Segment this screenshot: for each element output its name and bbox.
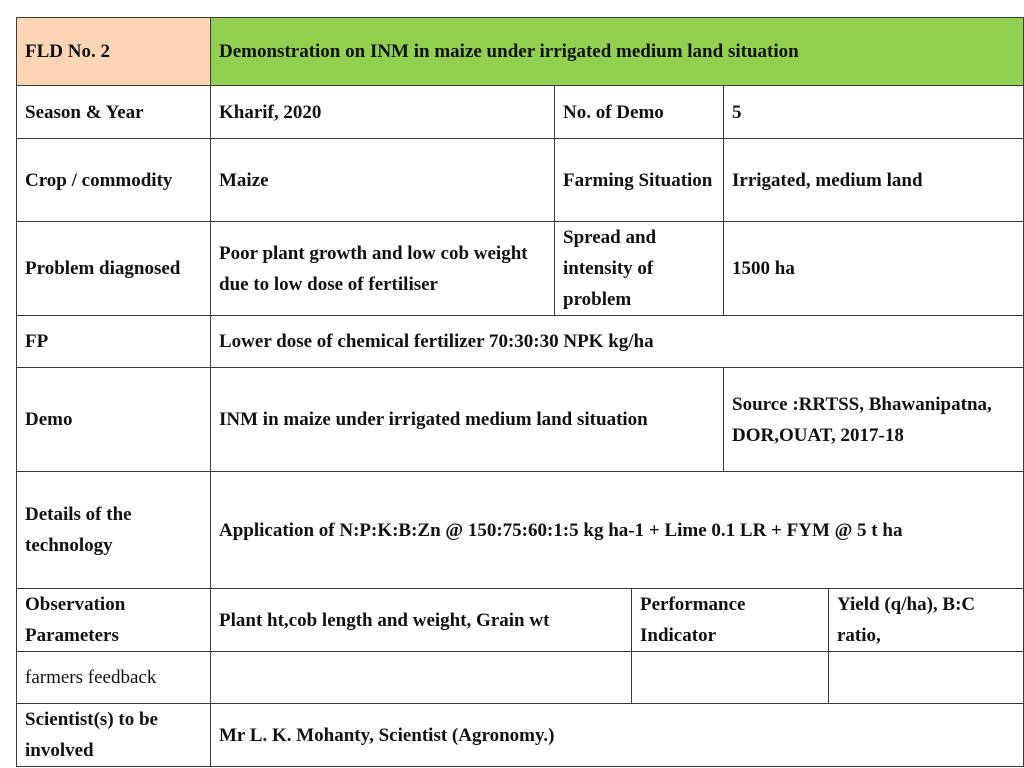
performance-indicator-label: Performance Indicator bbox=[640, 594, 746, 646]
farming-situation-label-cell bbox=[555, 139, 724, 222]
season-value-cell bbox=[211, 86, 555, 139]
demo-count-label: No. of Demo bbox=[563, 101, 664, 123]
performance-indicator-label-cell bbox=[632, 589, 829, 652]
crop-row bbox=[17, 139, 1024, 222]
fld-title-cell bbox=[211, 18, 1024, 86]
details-label-cell bbox=[17, 472, 211, 589]
season-value: Kharif, 2020 bbox=[219, 101, 322, 123]
problem-label: Problem diagnosed bbox=[25, 258, 181, 279]
scientist-label-cell bbox=[17, 704, 211, 767]
fld-title: Demonstration on INM in maize under irrigated medium land situation bbox=[219, 41, 799, 62]
fld-number-cell bbox=[17, 18, 211, 86]
observation-value-cell bbox=[211, 589, 632, 652]
demo-label: Demo bbox=[25, 409, 73, 430]
feedback-empty-cell-2 bbox=[632, 652, 829, 704]
feedback-empty-cell-3 bbox=[829, 652, 1024, 704]
demo-count-value-cell bbox=[724, 86, 1024, 139]
fld-number: FLD No. 2 bbox=[25, 41, 110, 62]
scientist-value: Mr L. K. Mohanty, Scientist (Agronomy.) bbox=[219, 724, 555, 746]
performance-indicator-value-cell bbox=[829, 589, 1024, 652]
spread-value: 1500 ha bbox=[732, 258, 795, 279]
season-label-cell bbox=[17, 86, 211, 139]
season-row bbox=[17, 86, 1024, 139]
feedback-empty-cell-1 bbox=[211, 652, 632, 704]
demo-count-value: 5 bbox=[732, 101, 742, 123]
crop-label: Crop / commodity bbox=[25, 169, 173, 191]
feedback-row bbox=[17, 652, 1024, 704]
header-row bbox=[17, 18, 1024, 86]
spread-value-cell bbox=[724, 222, 1024, 316]
season-label: Season & Year bbox=[25, 101, 144, 123]
observation-label-cell bbox=[17, 589, 211, 652]
demo-value: INM in maize under irrigated medium land situation bbox=[219, 409, 648, 430]
crop-label-cell bbox=[17, 139, 211, 222]
scientist-value-cell bbox=[211, 704, 1024, 767]
performance-indicator-value: Yield (q/ha), B:C ratio, bbox=[837, 594, 976, 646]
observation-row bbox=[17, 589, 1024, 652]
crop-value: Maize bbox=[219, 169, 269, 191]
farming-situation-value: Irrigated, medium land bbox=[732, 169, 923, 191]
demo-label-cell bbox=[17, 368, 211, 472]
feedback-label-cell bbox=[17, 652, 211, 704]
details-label: Details of the technology bbox=[25, 504, 132, 556]
scientist-row bbox=[17, 704, 1024, 767]
details-value: Application of N:P:K:B:Zn @ 150:75:60:1:5 kg ha-1 + Lime 0.1 LR + FYM @ 5 t ha bbox=[219, 519, 903, 541]
fld-table bbox=[16, 17, 1024, 767]
spread-label-cell bbox=[555, 222, 724, 316]
details-value-cell bbox=[211, 472, 1024, 589]
problem-label-cell bbox=[17, 222, 211, 316]
demo-value-cell bbox=[211, 368, 724, 472]
fp-label: FP bbox=[25, 331, 49, 352]
demo-count-label-cell bbox=[555, 86, 724, 139]
fp-value: Lower dose of chemical fertilizer 70:30:30 NPK kg/ha bbox=[219, 331, 654, 352]
crop-value-cell bbox=[211, 139, 555, 222]
observation-value: Plant ht,cob length and weight, Grain wt bbox=[219, 609, 550, 631]
problem-value: Poor plant growth and low cob weight due to low dose of fertiliser bbox=[219, 242, 528, 295]
problem-row bbox=[17, 222, 1024, 316]
feedback-label: farmers feedback bbox=[25, 667, 157, 688]
scientist-label: Scientist(s) to be involved bbox=[25, 709, 158, 761]
demo-row bbox=[17, 368, 1024, 472]
fp-label-cell bbox=[17, 316, 211, 368]
fp-value-cell bbox=[211, 316, 1024, 368]
details-row bbox=[17, 472, 1024, 589]
farming-situation-label: Farming Situation bbox=[563, 169, 713, 191]
demo-source: Source :RRTSS, Bhawanipatna, DOR,OUAT, 2017-18 bbox=[732, 393, 992, 446]
observation-label: Observation Parameters bbox=[25, 594, 126, 646]
problem-value-cell bbox=[211, 222, 555, 316]
demo-source-cell bbox=[724, 368, 1024, 472]
fp-row bbox=[17, 316, 1024, 368]
spread-label: Spread and intensity of problem bbox=[563, 227, 657, 310]
farming-situation-value-cell bbox=[724, 139, 1024, 222]
